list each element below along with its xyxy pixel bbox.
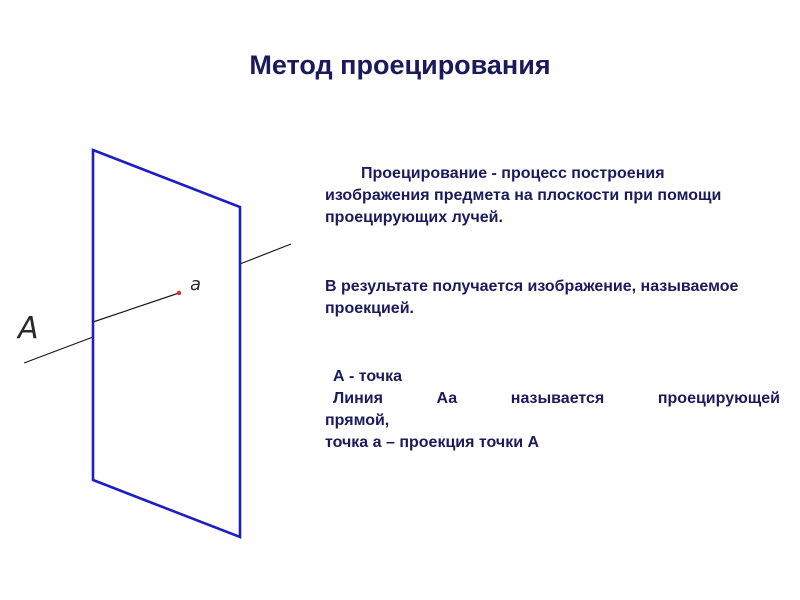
notes-block (325, 366, 780, 454)
definition-text (325, 163, 770, 229)
note-projecting-line: Линия Аа называется проецирующей (333, 390, 780, 407)
slide-title: Метод проецирования (249, 50, 551, 80)
projection-point-a (177, 291, 181, 295)
label-point-A: A (18, 311, 39, 346)
note-point-A: А - точка (333, 368, 402, 385)
result-text: В результате получается изображение, называемое проекцией. (325, 278, 739, 317)
note-projection: точка а – проекция точки А (325, 434, 540, 451)
label-projection-a: a (190, 274, 202, 295)
definition-paragraph: Проецирование - процесс построения изображения предмета на плоскости при помощи проецирующих лучей. (325, 165, 722, 226)
note-projecting-line-end: прямой, (325, 412, 390, 429)
projection-plane (93, 150, 240, 537)
projecting-ray-right (240, 244, 291, 264)
projecting-ray-middle (93, 293, 179, 322)
